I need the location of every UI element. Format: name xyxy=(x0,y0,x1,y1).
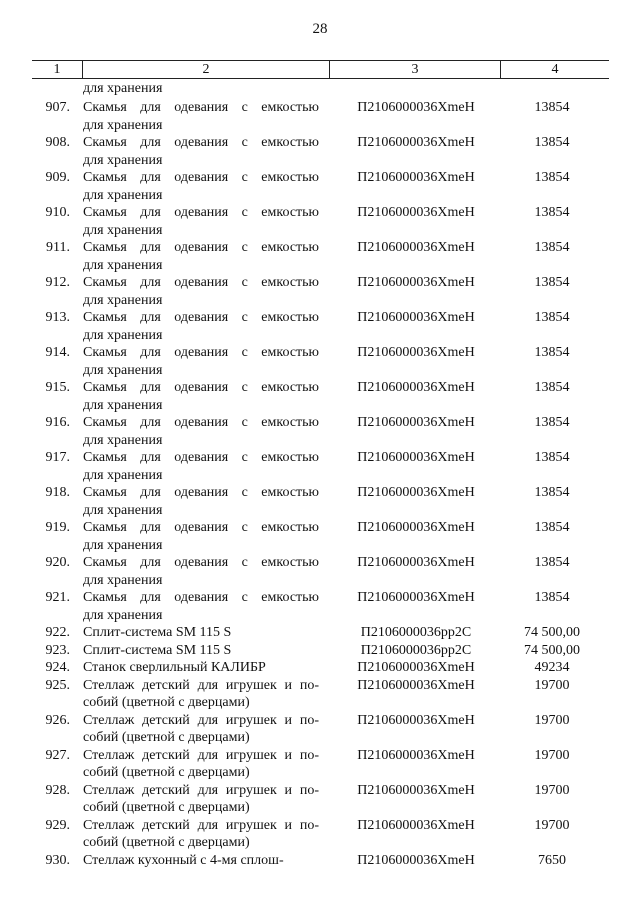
item-name: для хранения xyxy=(83,81,163,96)
item-value: 13854 xyxy=(534,310,570,325)
item-name-line-1: Скамья для одевания с емкостью xyxy=(83,275,319,290)
item-name-line-2: собий (цветной с дверцами) xyxy=(83,730,250,745)
item-number: 930. xyxy=(45,852,70,868)
item-name-line-1: Скамья для одевания с емкостью xyxy=(83,415,319,430)
table-row xyxy=(0,134,640,169)
item-name-line-1: Скамья для одевания с емкостью xyxy=(83,485,319,500)
table-row xyxy=(0,554,640,589)
item-name-line-1: Скамья для одевания с емкостью xyxy=(83,135,319,150)
item-name xyxy=(83,589,319,624)
item-code: П2106000036ХmeH xyxy=(357,345,475,360)
table-row xyxy=(0,519,640,554)
item-value: 13854 xyxy=(534,485,570,500)
item-name xyxy=(83,642,319,660)
item-code: П2106000036ХmeH xyxy=(357,520,475,535)
table-row xyxy=(0,642,640,660)
item-value: 74 500,00 xyxy=(524,642,580,658)
item-name xyxy=(83,134,319,169)
table-header xyxy=(32,60,609,79)
item-code: П2106000036ХmeH xyxy=(357,170,475,185)
item-name-line-1: Скамья для одевания с емкостью xyxy=(83,310,319,325)
item-value: 13854 xyxy=(534,555,570,570)
item-name xyxy=(83,344,319,379)
item-name xyxy=(83,624,319,642)
item-number: 916. xyxy=(45,415,70,430)
header-col-2: 2 xyxy=(202,62,210,77)
item-name-line-2: для хранения xyxy=(83,502,163,518)
table-row xyxy=(0,379,640,414)
item-number: 914. xyxy=(45,345,70,360)
item-value: 19700 xyxy=(534,817,570,833)
table-row xyxy=(0,624,640,642)
item-code: П2106000036ХmeH xyxy=(357,205,475,220)
item-number: 917. xyxy=(45,450,70,465)
item-value: 19700 xyxy=(534,677,570,693)
item-name xyxy=(83,519,319,554)
item-name-line-1: Стеллаж кухонный с 4-мя сплош- xyxy=(83,852,284,868)
item-name xyxy=(83,712,319,747)
item-name-line-2: собий (цветной с дверцами) xyxy=(83,765,250,780)
item-name-line-2: для хранения xyxy=(83,607,163,623)
item-name xyxy=(83,239,319,274)
item-value: 13854 xyxy=(534,170,570,185)
item-name xyxy=(83,449,319,484)
item-name xyxy=(83,484,319,519)
item-name-line-2: для хранения xyxy=(83,117,163,133)
header-col-3: 3 xyxy=(411,62,419,77)
item-value: 13854 xyxy=(534,275,570,290)
item-name xyxy=(83,309,319,344)
item-name-line-2: для хранения xyxy=(83,327,163,343)
item-number: 920. xyxy=(45,555,70,570)
table-row xyxy=(0,659,640,677)
item-name-line-1: Сплит-система SM 115 S xyxy=(83,642,232,658)
item-code: П2106000036ХmeH xyxy=(357,852,475,868)
table-row xyxy=(0,204,640,239)
item-name-line-1: Скамья для одевания с емкостью xyxy=(83,380,319,395)
item-number: 915. xyxy=(45,380,70,395)
item-code: П2106000036ХmeH xyxy=(357,555,475,570)
item-number: 907. xyxy=(45,100,70,115)
item-name-line-1: Стеллаж детский для игрушек и по- xyxy=(83,747,319,763)
item-value: 13854 xyxy=(534,205,570,220)
item-name-line-2: для хранения xyxy=(83,222,163,238)
item-name xyxy=(83,379,319,414)
item-code: П2106000036ХmeH xyxy=(357,100,475,115)
item-name xyxy=(83,659,319,677)
item-name-line-1: Сплит-система SM 115 S xyxy=(83,625,232,640)
table-row xyxy=(0,169,640,204)
item-name-line-1: Скамья для одевания с емкостью xyxy=(83,170,319,185)
item-name xyxy=(83,677,319,712)
item-value: 19700 xyxy=(534,747,570,763)
item-value: 19700 xyxy=(534,712,570,728)
item-name-line-1: Стеллаж детский для игрушек и по- xyxy=(83,817,319,833)
table-row xyxy=(0,817,640,852)
item-name-line-2: собий (цветной с дверцами) xyxy=(83,835,250,850)
item-name-line-1: Скамья для одевания с емкостью xyxy=(83,100,319,115)
item-number: 929. xyxy=(45,817,70,833)
item-name-line-1: Скамья для одевания с емкостью xyxy=(83,450,319,465)
table-row xyxy=(0,782,640,817)
item-name-line-1: Станок сверлильный КАЛИБР xyxy=(83,660,266,675)
item-code: П2106000036ХmeH xyxy=(357,485,475,500)
item-code: П2106000036ХmeH xyxy=(357,450,475,465)
item-name xyxy=(83,747,319,782)
item-code: П2106000036ХmeH xyxy=(357,782,475,798)
item-name-line-2: для хранения xyxy=(83,572,163,588)
item-value: 13854 xyxy=(534,520,570,535)
item-number: 910. xyxy=(45,205,70,220)
item-name xyxy=(83,274,319,309)
table-row xyxy=(0,852,640,870)
item-code: П2106000036ХmeH xyxy=(357,590,475,605)
table-row xyxy=(0,712,640,747)
item-name-line-1: Скамья для одевания с емкостью xyxy=(83,520,319,535)
item-number: 908. xyxy=(45,135,70,150)
item-name xyxy=(83,554,319,589)
item-name-line-1: Скамья для одевания с емкостью xyxy=(83,240,319,255)
item-name-line-2: для хранения xyxy=(83,257,163,273)
table-row xyxy=(0,309,640,344)
table-row xyxy=(0,274,640,309)
item-number: 928. xyxy=(45,782,70,798)
continuation-row xyxy=(0,80,640,99)
item-name-line-2: для хранения xyxy=(83,187,163,203)
item-code: П2106000036рр2С xyxy=(360,625,472,640)
item-number: 926. xyxy=(45,712,70,728)
item-name xyxy=(83,782,319,817)
item-name-line-1: Стеллаж детский для игрушек и по- xyxy=(83,677,319,693)
item-code: П2106000036ХmeH xyxy=(357,817,475,833)
item-name xyxy=(83,852,319,870)
item-value: 19700 xyxy=(534,782,570,798)
item-value: 13854 xyxy=(534,380,570,395)
item-value: 7650 xyxy=(538,852,566,868)
item-number: 912. xyxy=(45,275,70,290)
item-name-line-1: Скамья для одевания с емкостью xyxy=(83,590,319,605)
item-name-line-2: для хранения xyxy=(83,397,163,413)
item-code: П2106000036ХmeH xyxy=(357,310,475,325)
item-number: 911. xyxy=(46,240,70,255)
table-row xyxy=(0,449,640,484)
item-value: 13854 xyxy=(534,240,570,255)
item-code: П2106000036рр2С xyxy=(360,642,472,658)
item-value: 13854 xyxy=(534,415,570,430)
item-name-line-1: Скамья для одевания с емкостью xyxy=(83,205,319,220)
item-code: П2106000036ХmeH xyxy=(357,677,475,693)
header-col-4: 4 xyxy=(551,62,559,77)
item-number: 923. xyxy=(45,642,70,658)
item-code: П2106000036ХmeH xyxy=(357,380,475,395)
item-name-line-2: для хранения xyxy=(83,432,163,448)
item-code: П2106000036ХmeH xyxy=(357,712,475,728)
item-number: 922. xyxy=(45,625,70,640)
item-code: П2106000036ХmeH xyxy=(357,135,475,150)
table-row xyxy=(0,677,640,712)
item-name-line-2: для хранения xyxy=(83,152,163,168)
page-number: 28 xyxy=(312,21,328,37)
item-name-line-1: Скамья для одевания с емкостью xyxy=(83,345,319,360)
table-row xyxy=(0,239,640,274)
item-name-line-2: для хранения xyxy=(83,537,163,553)
table-row xyxy=(0,344,640,379)
item-value: 13854 xyxy=(534,100,570,115)
item-number: 924. xyxy=(45,660,70,675)
item-number: 921. xyxy=(45,590,70,605)
item-name-line-2: собий (цветной с дверцами) xyxy=(83,695,250,710)
item-name xyxy=(83,169,319,204)
item-name xyxy=(83,817,319,852)
item-code: П2106000036ХmeH xyxy=(357,415,475,430)
header-col-1: 1 xyxy=(53,62,61,77)
item-number: 913. xyxy=(45,310,70,325)
table-row xyxy=(0,99,640,134)
table-body xyxy=(0,80,640,869)
item-value: 13854 xyxy=(534,345,570,360)
table-row xyxy=(0,414,640,449)
item-value: 13854 xyxy=(534,135,570,150)
item-value: 13854 xyxy=(534,450,570,465)
item-name-line-2: для хранения xyxy=(83,292,163,308)
item-code: П2106000036ХmeH xyxy=(357,275,475,290)
table-row xyxy=(0,747,640,782)
item-code: П2106000036ХmeH xyxy=(357,240,475,255)
item-name-line-2: для хранения xyxy=(83,362,163,378)
item-name xyxy=(83,414,319,449)
item-name-line-2: собий (цветной с дверцами) xyxy=(83,800,250,815)
item-name-line-2: для хранения xyxy=(83,467,163,483)
item-name xyxy=(83,204,319,239)
item-code: П2106000036ХmeH xyxy=(357,747,475,763)
item-number: 909. xyxy=(45,170,70,185)
item-value: 13854 xyxy=(534,590,570,605)
item-name-line-1: Скамья для одевания с емкостью xyxy=(83,555,319,570)
item-name-line-1: Стеллаж детский для игрушек и по- xyxy=(83,712,319,728)
item-number: 925. xyxy=(45,677,70,693)
item-code: П2106000036ХmeH xyxy=(357,660,475,675)
table-row xyxy=(0,484,640,519)
item-value: 74 500,00 xyxy=(524,625,580,640)
table-row xyxy=(0,589,640,624)
item-number: 918. xyxy=(45,485,70,500)
item-name xyxy=(83,99,319,134)
item-value: 49234 xyxy=(534,660,570,675)
item-name-line-1: Стеллаж детский для игрушек и по- xyxy=(83,782,319,798)
item-number: 927. xyxy=(45,747,70,763)
item-number: 919. xyxy=(45,520,70,535)
